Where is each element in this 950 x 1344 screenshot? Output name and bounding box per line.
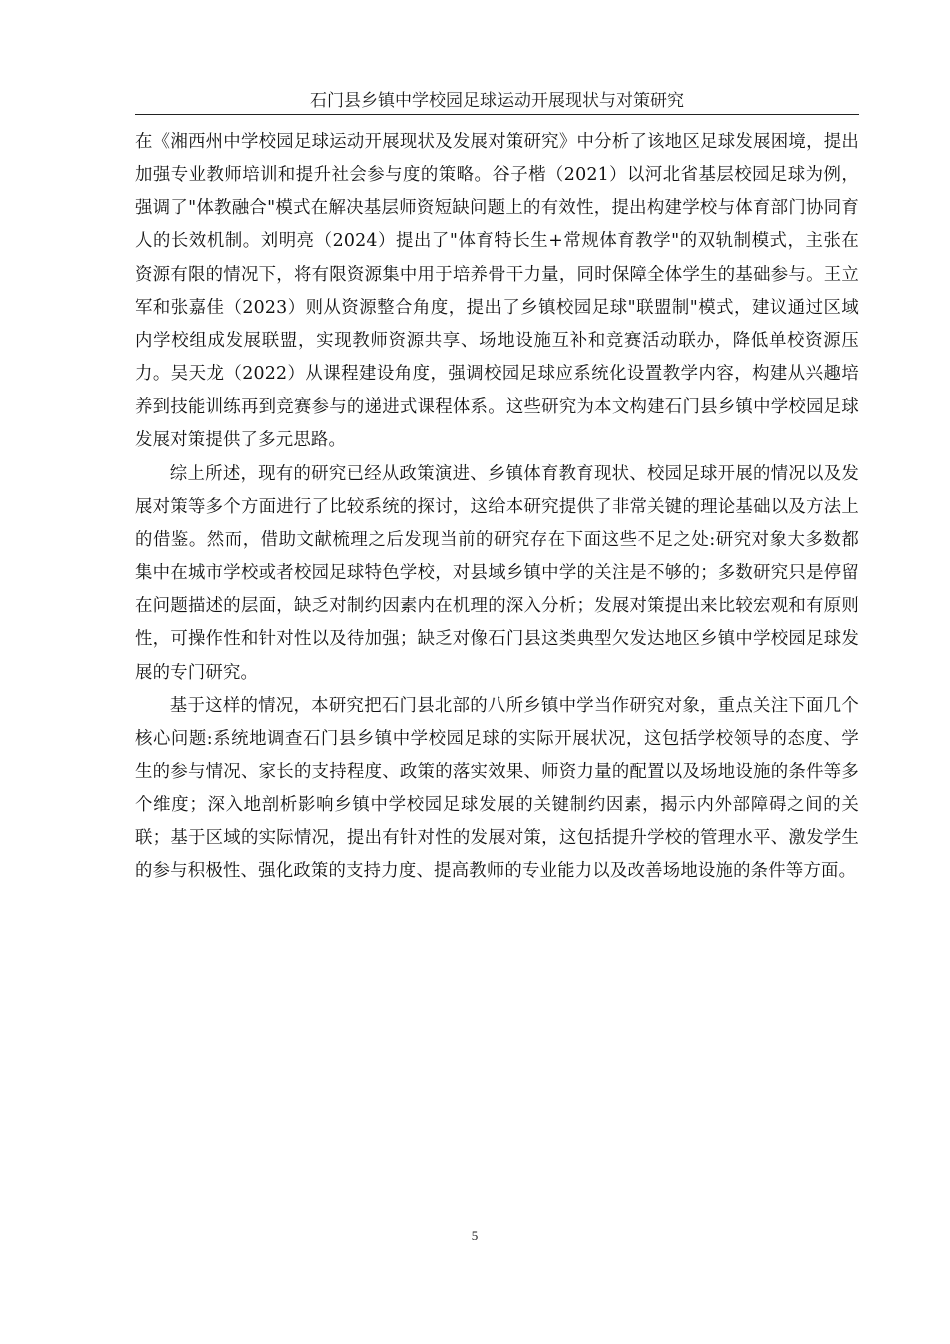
paragraph-2: 综上所述，现有的研究已经从政策演进、乡镇体育教育现状、校园足球开展的情况以及发展对策等多个方面进行了比较系统的探讨，这给本研究提供了非常关键的理论基础以及方法上的借鉴。然而，借助文献梳理之后发现当前的研究存在下面这些不足之处:研究对象大多数都集中在城市学校或者校园足球特色学校，对县域乡镇中学的关注是不够的；多数研究只是停留在问题描述的层面，缺乏对制约因素内在机理的深入分析；发展对策提出来比较宏观和有原则性，可操作性和针对性以及待加强；缺乏对像石门县这类典型欠发达地区乡镇中学校园足球发展的专门研究。 [135,463,859,683]
running-header [135,88,859,115]
paragraph-3: 基于这样的情况，本研究把石门县北部的八所乡镇中学当作研究对象，重点关注下面几个核心问题:系统地调查石门县乡镇中学校园足球的实际开展状况，这包括学校领导的态度、学生的参与情况、家长的支持程度、政策的落实效果、师资力量的配置以及场地设施的条件等多个维度；深入地剖析影响乡镇中学校园足球发展的关键制约因素，揭示内外部障碍之间的关联；基于区域的实际情况，提出有针对性的发展对策，这包括提升学校的管理水平、激发学生的参与积极性、强化政策的支持力度、提高教师的专业能力以及改善场地设施的条件等方面。 [135,695,859,882]
page-number [0,1228,950,1244]
body-text [135,126,859,889]
page-number-value: 5 [471,1228,479,1243]
running-header-title: 石门县乡镇中学校园足球运动开展现状与对策研究 [310,91,684,111]
paragraph-1: 在《湘西州中学校园足球运动开展现状及发展对策研究》中分析了该地区足球发展困境，提出加强专业教师培训和提升社会参与度的策略。谷子楷（2021）以河北省基层校园足球为例，强调了"体教融合"模式在解决基层师资短缺问题上的有效性，提出构建学校与体育部门协同育人的长效机制。刘明亮（2024）提出了"体育特长生+常规体育教学"的双轨制模式，主张在资源有限的情况下，将有限资源集中用于培养骨干力量，同时保障全体学生的基础参与。王立军和张嘉佳（2023）则从资源整合角度，提出了乡镇校园足球"联盟制"模式，建议通过区域内学校组成发展联盟，实现教师资源共享、场地设施互补和竞赛活动联办，降低单校资源压力。吴天龙（2022）从课程建设角度，强调校园足球应系统化设置教学内容，构建从兴趣培养到技能训练再到竞赛参与的递进式课程体系。这些研究为本文构建石门县乡镇中学校园足球发展对策提供了多元思路。 [135,132,859,451]
